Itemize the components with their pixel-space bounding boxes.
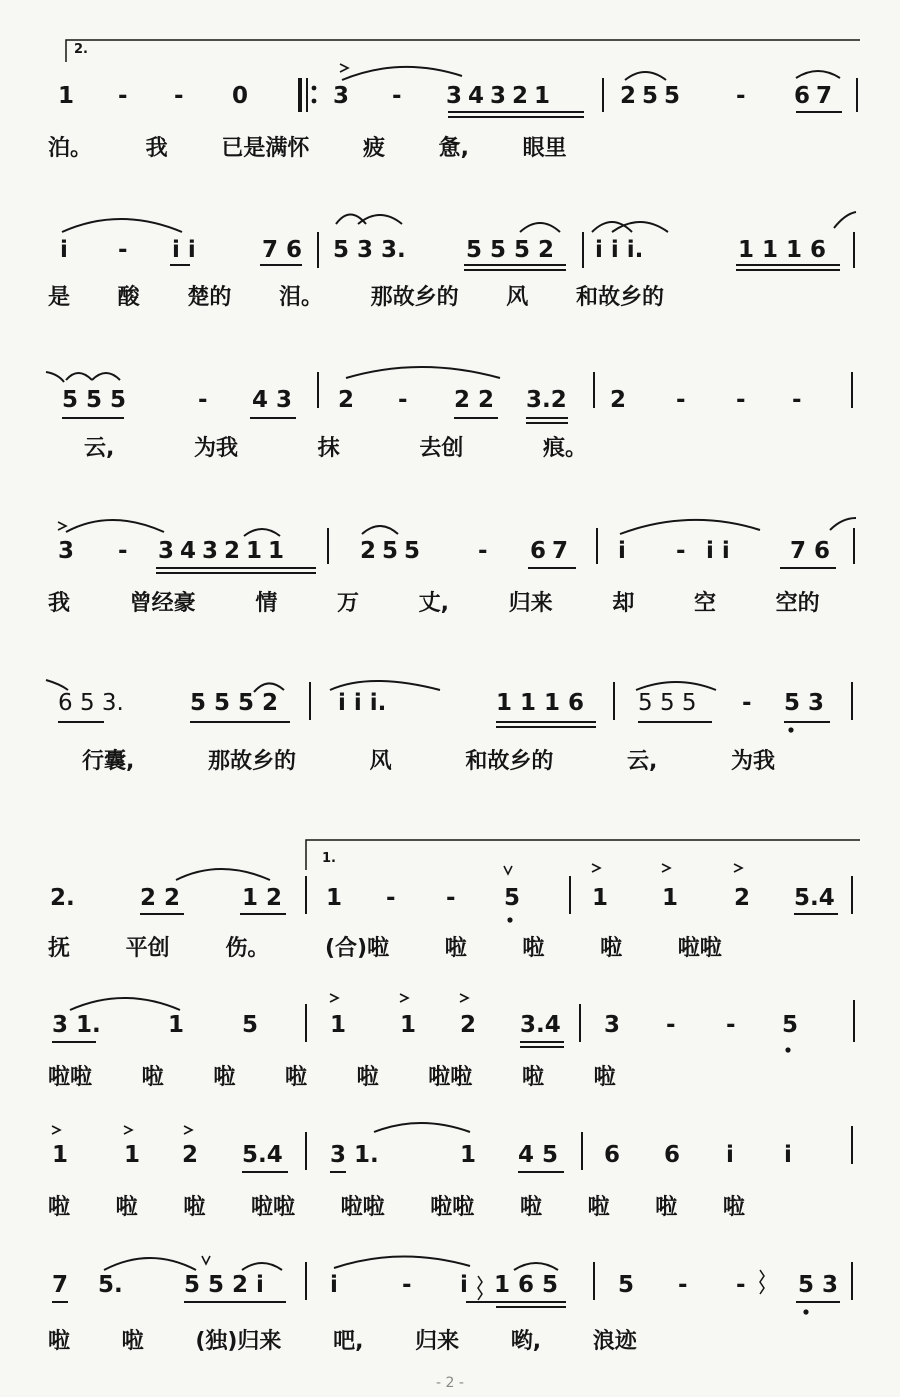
staff-system-1	[0, 42, 900, 161]
page-number: - 2 -	[436, 1375, 464, 1391]
volta-label: 2.	[74, 42, 88, 57]
note: 2	[182, 1142, 199, 1168]
note: -	[118, 237, 128, 263]
note: 5 3	[784, 690, 825, 716]
note: 1 1 1 6	[738, 237, 827, 263]
note: 1	[168, 1012, 185, 1038]
note: 2	[338, 387, 355, 413]
note: -	[118, 83, 128, 109]
note: i	[330, 1272, 338, 1298]
note: 1 2	[242, 885, 283, 911]
note: 1 1 1 6	[496, 690, 585, 716]
note: 7 6	[262, 237, 303, 263]
note: 1	[326, 885, 343, 911]
lyrics-line: 啦 啦 啦 啦啦 啦啦 啦啦 啦 啦 啦 啦	[48, 1195, 745, 1220]
note: 5	[782, 1012, 799, 1038]
note: 5	[618, 1272, 635, 1298]
note: 5 5 5 2	[190, 690, 279, 716]
note: 5.4	[794, 885, 835, 911]
note: 0	[232, 83, 249, 109]
note: -	[742, 690, 752, 716]
note: 2 5 5	[620, 83, 680, 109]
note: 5 5 5	[62, 387, 127, 413]
note: -	[726, 1012, 736, 1038]
staff-system-8	[0, 1142, 900, 1220]
note: 2 5 5	[360, 538, 420, 564]
note: i	[784, 1142, 792, 1168]
note: 1	[592, 885, 609, 911]
note: -	[386, 885, 396, 911]
note: 1	[58, 83, 75, 109]
lyrics-line: 啦 啦 (独)归来 吧, 归来 哟, 浪迹	[48, 1329, 637, 1354]
note: 3 4 3 2 1	[446, 83, 550, 109]
note: -	[666, 1012, 676, 1038]
note: 1	[52, 1142, 69, 1168]
staff-system-9	[0, 1272, 900, 1354]
note: 5 3 3.	[333, 237, 406, 263]
note: 1	[662, 885, 679, 911]
volta-label: 1.	[322, 851, 336, 866]
note: -	[736, 83, 746, 109]
lyrics-line: 抚 平创 伤。 (合)啦 啦 啦 啦 啦啦	[48, 936, 722, 961]
note: -	[392, 83, 402, 109]
note: -	[478, 538, 488, 564]
note: i	[60, 237, 68, 263]
staff-system-3	[0, 386, 900, 461]
note: 6	[664, 1142, 681, 1168]
note: -	[402, 1272, 412, 1298]
lyrics-line: 啦啦 啦 啦 啦 啦 啦啦 啦 啦	[48, 1065, 616, 1090]
note: 2 2	[140, 885, 181, 911]
note: -	[678, 1272, 688, 1298]
note: i i i.	[595, 237, 644, 263]
note: i	[726, 1142, 734, 1168]
note: 3.4	[520, 1012, 561, 1038]
note: 7 6	[790, 538, 831, 564]
lyrics-line: 我 曾经豪 情 万 丈, 归来 却 空 空的	[48, 591, 820, 616]
note: 5 5 2 i	[184, 1272, 264, 1298]
note: 6 5 3.	[58, 690, 124, 716]
note: 1	[400, 1012, 417, 1038]
staff-system-7	[0, 1012, 900, 1090]
note: 6	[604, 1142, 621, 1168]
lyrics-line: 泊。 我 已是满怀 疲 惫, 眼里	[48, 136, 567, 161]
note: i	[460, 1272, 468, 1298]
lyrics-line: 是 酸 楚的 泪。 那故乡的 风 和故乡的	[48, 285, 664, 310]
note: -	[118, 538, 128, 564]
note: 3.2	[526, 387, 567, 413]
note: 7	[52, 1272, 69, 1298]
note: 3	[333, 83, 350, 109]
note: 2 2	[454, 387, 495, 413]
staff-system-2	[0, 230, 900, 310]
note: 2	[734, 885, 751, 911]
note: -	[676, 387, 686, 413]
note: 5 5 5 2	[466, 237, 555, 263]
note: 2	[610, 387, 627, 413]
note: 5	[504, 885, 521, 911]
note: 3 1.	[52, 1012, 101, 1038]
staff-system-4	[0, 538, 900, 616]
staff-system-5	[0, 690, 900, 774]
note: 3	[604, 1012, 621, 1038]
note: 5 3	[798, 1272, 839, 1298]
note: -	[446, 885, 456, 911]
note: -	[174, 83, 184, 109]
note: 5	[242, 1012, 259, 1038]
note: 2	[460, 1012, 477, 1038]
lyrics-line: 云, 为我 抹 去创 痕。	[84, 436, 587, 461]
note: 6 7	[794, 83, 832, 109]
note: 4 3	[252, 387, 293, 413]
note: -	[676, 538, 686, 564]
note: 1	[460, 1142, 477, 1168]
note: i	[618, 538, 626, 564]
note: i i	[172, 237, 196, 263]
staff-system-6	[0, 851, 900, 961]
note: -	[736, 387, 746, 413]
note: 3	[58, 538, 75, 564]
note: 3 4 3 2 1 1	[158, 538, 284, 564]
note: i i	[706, 538, 730, 564]
note: 5.4	[242, 1142, 283, 1168]
note: -	[398, 387, 408, 413]
note: 2.	[50, 885, 75, 911]
note: -	[198, 387, 208, 413]
note: -	[736, 1272, 746, 1298]
note: 1 6 5	[494, 1272, 559, 1298]
note: 4 5	[518, 1142, 559, 1168]
note: 6 7	[530, 538, 568, 564]
lyrics-line: 行囊, 那故乡的 风 和故乡的 云, 为我	[82, 749, 776, 774]
note: 1	[330, 1012, 347, 1038]
note: 5 5 5	[638, 690, 697, 716]
note: 1	[124, 1142, 141, 1168]
note: -	[792, 387, 802, 413]
note: 3 1.	[330, 1142, 379, 1168]
note: 5.	[98, 1272, 123, 1298]
note: i i i.	[338, 690, 387, 716]
